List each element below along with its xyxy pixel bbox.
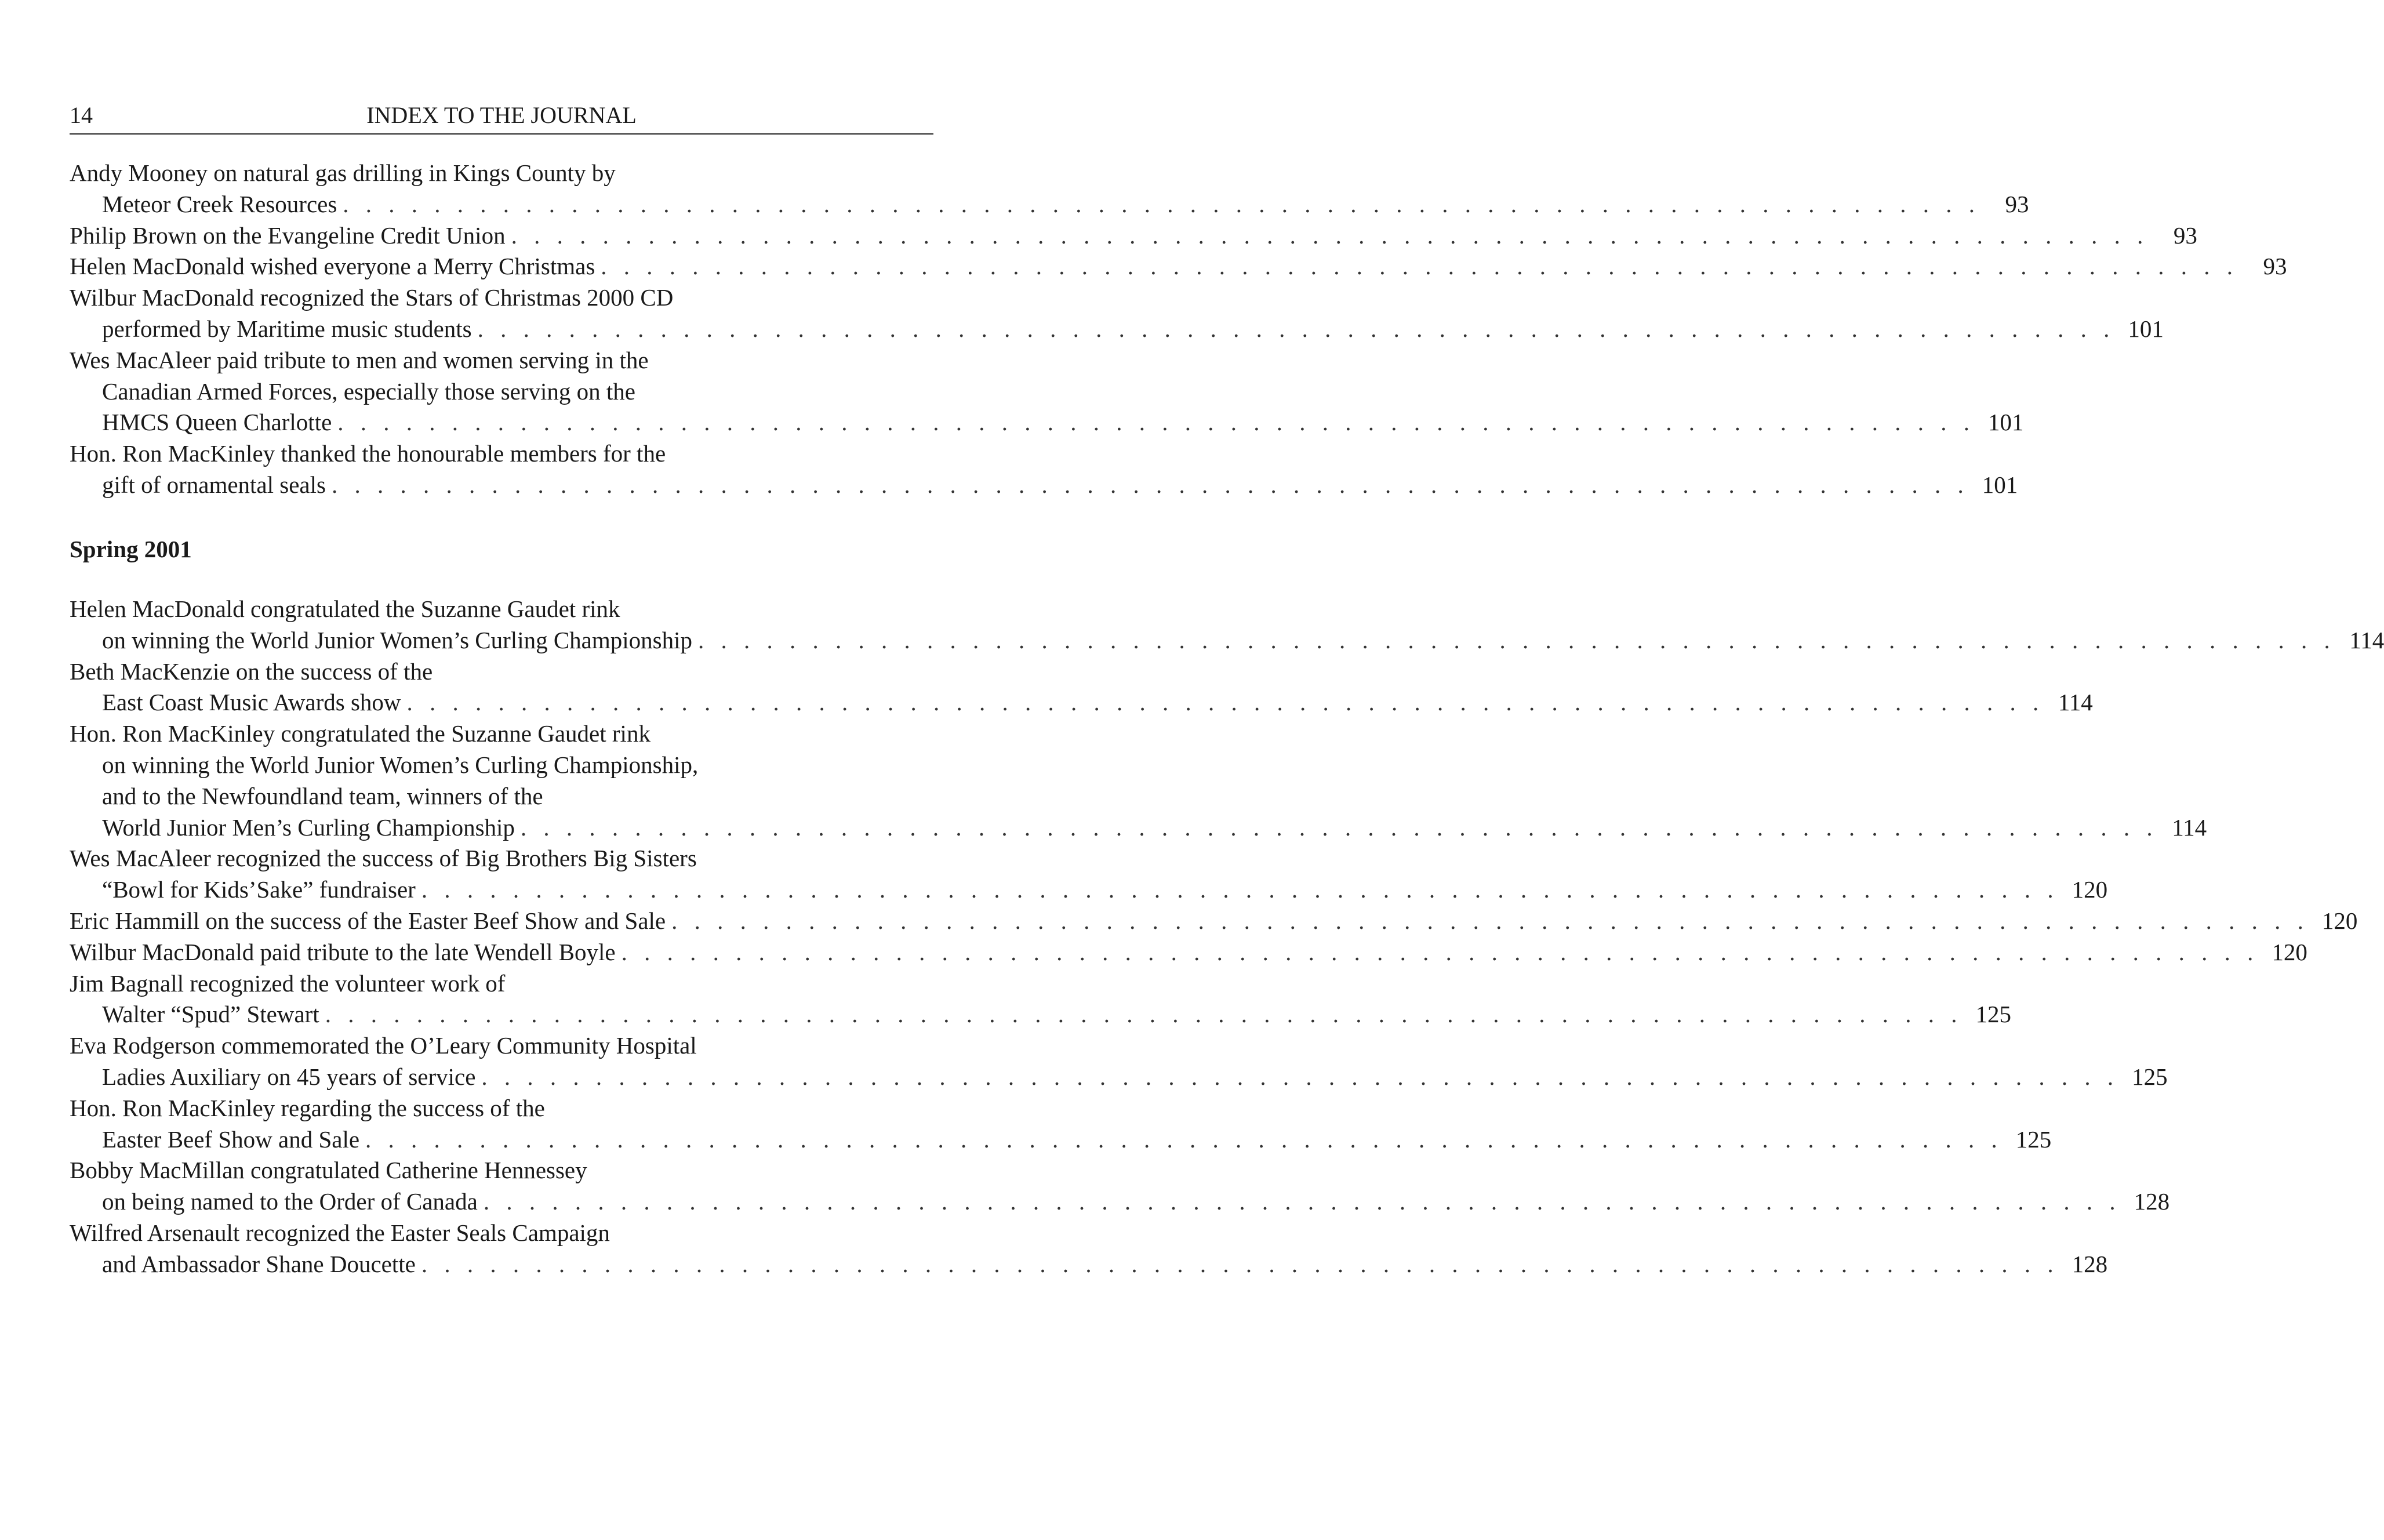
index-entry bbox=[70, 843, 2108, 906]
page-number: 14 bbox=[70, 102, 93, 128]
entry-text: Eva Rodgerson commemorated the O’Leary Community Hospital bbox=[70, 1032, 697, 1059]
dot-leader: . . . . . . . . . . . . . . . . . . . . . . . . . . . . . . . . . . . . . . . . . . . . . . . . . . . . . . . . . . . . . . . . . . . . . . . . bbox=[406, 689, 2044, 716]
entry-continuation-line bbox=[70, 750, 933, 781]
entry-text: Philip Brown on the Evangeline Credit Union bbox=[70, 221, 506, 249]
entry-page-number: 93 bbox=[2005, 190, 2029, 217]
entry-text: East Coast Music Awards show bbox=[102, 689, 401, 716]
dot-leader: . . . . . . . . . . . . . . . . . . . . . . . . . . . . . . . . . . . . . . . . . . . . . . . . . . . . . . . . . . . . . . . . . . . . . . . . bbox=[601, 253, 2238, 280]
index-section-continued bbox=[70, 158, 2287, 501]
entry-first-line bbox=[70, 906, 2358, 937]
entry-first-line bbox=[70, 1093, 933, 1124]
entry-continuation-line bbox=[70, 376, 933, 408]
dot-leader: . . . . . . . . . . . . . . . . . . . . . . . . . . . . . . . . . . . . . . . . . . . . . . . . . . . . . . . . . . . . . . . . . . . . . . . . bbox=[477, 315, 2115, 342]
entry-text: Meteor Creek Resources bbox=[102, 190, 337, 217]
index-entry bbox=[70, 220, 2197, 252]
dot-leader: . . . . . . . . . . . . . . . . . . . . . . . . . . . . . . . . . . . . . . . . . . . . . . . . . . . . . . . . . . . . . . . . . . . . . . . . bbox=[511, 221, 2149, 249]
index-entry bbox=[70, 251, 2287, 282]
entry-text: and to the Newfoundland team, winners of the bbox=[102, 782, 543, 809]
entry-page-number: 120 bbox=[2072, 876, 2108, 903]
entry-continuation-line bbox=[70, 314, 2164, 345]
entry-first-line bbox=[70, 158, 933, 189]
index-entry bbox=[70, 1155, 2170, 1218]
index-entry bbox=[70, 656, 2093, 719]
entry-page-number: 120 bbox=[2272, 938, 2307, 965]
entry-text: Wes MacAleer paid tribute to men and women serving in the bbox=[70, 346, 649, 373]
entry-first-line bbox=[70, 1030, 933, 1062]
entry-continuation-line bbox=[70, 470, 2018, 501]
index-entry bbox=[70, 158, 2029, 220]
entry-first-line bbox=[70, 438, 933, 470]
dot-leader: . . . . . . . . . . . . . . . . . . . . . . . . . . . . . . . . . . . . . . . . . . . . . . . . . . . . . . . . . . . . . . . . . . . . . . . . bbox=[325, 1001, 1963, 1028]
dot-leader: . . . . . . . . . . . . . . . . . . . . . . . . . . . . . . . . . . . . . . . . . . . . . . . . . . . . . . . . . . . . . . . . . . . . . . . . bbox=[343, 190, 1980, 217]
entry-text: on winning the World Junior Women’s Curling Championship bbox=[102, 626, 693, 653]
entry-text: Jim Bagnall recognized the volunteer work of bbox=[70, 969, 506, 997]
entry-text: Walter “Spud” Stewart bbox=[102, 1001, 319, 1028]
dot-leader: . . . . . . . . . . . . . . . . . . . . . . . . . . . . . . . . . . . . . . . . . . . . . . . . . . . . . . . . . . . . . . . . . . . . . . . . bbox=[331, 471, 1969, 498]
entry-continuation-line bbox=[70, 1186, 2170, 1218]
entry-text: Wes MacAleer recognized the success of Big Brothers Big Sisters bbox=[70, 845, 697, 872]
entry-page-number: 125 bbox=[2015, 1125, 2052, 1153]
entry-first-line bbox=[70, 937, 2307, 968]
entry-continuation-line bbox=[70, 625, 2384, 656]
entry-first-line bbox=[70, 843, 933, 874]
dot-leader: . . . . . . . . . . . . . . . . . . . . . . . . . . . . . . . . . . . . . . . . . . . . . . . . . . . . . . . . . . . . . . . . . . . . . . . . bbox=[698, 626, 2336, 653]
entry-text: Canadian Armed Forces, especially those serving on the bbox=[102, 377, 635, 405]
entry-page-number: 120 bbox=[2321, 907, 2358, 934]
dot-leader: . . . . . . . . . . . . . . . . . . . . . . . . . . . . . . . . . . . . . . . . . . . . . . . . . . . . . . . . . . . . . . . . . . . . . . . . bbox=[421, 1250, 2059, 1277]
entry-page-number: 125 bbox=[1975, 1001, 2011, 1028]
entry-page-number: 93 bbox=[2263, 253, 2287, 280]
entry-page-number: 101 bbox=[1982, 471, 2018, 498]
entry-continuation-line bbox=[70, 687, 2093, 718]
dot-leader: . . . . . . . . . . . . . . . . . . . . . . . . . . . . . . . . . . . . . . . . . . . . . . . . . . . . . . . . . . . . . . . . . . . . . . . . bbox=[337, 409, 1975, 436]
index-entry bbox=[70, 594, 2384, 656]
entry-page-number: 128 bbox=[2072, 1250, 2108, 1277]
entry-first-line bbox=[70, 656, 933, 688]
entry-first-line bbox=[70, 594, 933, 625]
dot-leader: . . . . . . . . . . . . . . . . . . . . . . . . . . . . . . . . . . . . . . . . . . . . . . . . . . . . . . . . . . . . . . . . . . . . . . . . bbox=[520, 813, 2158, 841]
entry-continuation-line bbox=[70, 407, 2024, 438]
section-heading-spring-2001: Spring 2001 bbox=[70, 536, 192, 562]
entry-text: Helen MacDonald congratulated the Suzanne Gaudet rink bbox=[70, 595, 620, 622]
entry-text: Wilfred Arsenault recognized the Easter Seals Campaign bbox=[70, 1219, 610, 1246]
entry-continuation-line bbox=[70, 781, 933, 812]
entry-first-line bbox=[70, 718, 933, 750]
entry-text: Andy Mooney on natural gas drilling in Kings County by bbox=[70, 159, 616, 186]
entry-page-number: 114 bbox=[2172, 813, 2207, 841]
index-entry bbox=[70, 1218, 2108, 1280]
entry-text: Helen MacDonald wished everyone a Merry Christmas bbox=[70, 253, 595, 280]
index-entry bbox=[70, 1030, 2168, 1093]
entry-text: Easter Beef Show and Sale bbox=[102, 1125, 360, 1153]
index-entry bbox=[70, 906, 2358, 937]
entry-continuation-line bbox=[70, 874, 2108, 906]
running-title: INDEX TO THE JOURNAL bbox=[366, 102, 637, 128]
entry-text: Wilbur MacDonald recognized the Stars of Christmas 2000 CD bbox=[70, 284, 674, 311]
entry-continuation-line bbox=[70, 189, 2029, 220]
index-entry bbox=[70, 968, 2011, 1031]
entry-continuation-line bbox=[70, 1062, 2168, 1093]
index-entry bbox=[70, 438, 2018, 501]
dot-leader: . . . . . . . . . . . . . . . . . . . . . . . . . . . . . . . . . . . . . . . . . . . . . . . . . . . . . . . . . . . . . . . . . . . . . . . . bbox=[483, 1188, 2121, 1215]
dot-leader: . . . . . . . . . . . . . . . . . . . . . . . . . . . . . . . . . . . . . . . . . . . . . . . . . . . . . . . . . . . . . . . . . . . . . . . . bbox=[671, 907, 2309, 934]
entry-text: on being named to the Order of Canada bbox=[102, 1188, 478, 1215]
entry-first-line bbox=[70, 1218, 933, 1249]
entry-text: World Junior Men’s Curling Championship bbox=[102, 813, 515, 841]
entry-text: Wilbur MacDonald paid tribute to the late Wendell Boyle bbox=[70, 938, 616, 965]
entry-text: Bobby MacMillan congratulated Catherine Hennessey bbox=[70, 1157, 587, 1184]
entry-page-number: 101 bbox=[1988, 409, 2024, 436]
index-entry bbox=[70, 282, 2164, 345]
dot-leader: . . . . . . . . . . . . . . . . . . . . . . . . . . . . . . . . . . . . . . . . . . . . . . . . . . . . . . . . . . . . . . . . . . . . . . . . bbox=[481, 1063, 2119, 1090]
entry-first-line bbox=[70, 968, 933, 1000]
entry-text: “Bowl for Kids’Sake” fundraiser bbox=[102, 876, 416, 903]
entry-continuation-line bbox=[70, 1249, 2108, 1280]
entry-first-line bbox=[70, 251, 2287, 282]
entry-page-number: 114 bbox=[2349, 626, 2384, 653]
index-entry bbox=[70, 937, 2307, 968]
dot-leader: . . . . . . . . . . . . . . . . . . . . . . . . . . . . . . . . . . . . . . . . . . . . . . . . . . . . . . . . . . . . . . . . . . . . . . . . bbox=[421, 876, 2059, 903]
index-entry bbox=[70, 345, 2024, 438]
entry-text: Eric Hammill on the success of the Easter Beef Show and Sale bbox=[70, 907, 666, 934]
entry-text: Hon. Ron MacKinley regarding the success of the bbox=[70, 1094, 545, 1121]
entry-text: and Ambassador Shane Doucette bbox=[102, 1250, 416, 1277]
entry-text: Beth MacKenzie on the success of the bbox=[70, 658, 433, 685]
entry-text: Hon. Ron MacKinley thanked the honourable members for the bbox=[70, 440, 666, 467]
dot-leader: . . . . . . . . . . . . . . . . . . . . . . . . . . . . . . . . . . . . . . . . . . . . . . . . . . . . . . . . . . . . . . . . . . . . . . . . bbox=[621, 938, 2259, 965]
entry-text: performed by Maritime music students bbox=[102, 315, 472, 342]
entry-page-number: 128 bbox=[2134, 1188, 2170, 1215]
dot-leader: . . . . . . . . . . . . . . . . . . . . . . . . . . . . . . . . . . . . . . . . . . . . . . . . . . . . . . . . . . . . . . . . . . . . . . . . bbox=[365, 1125, 2003, 1153]
index-page bbox=[70, 0, 2384, 1540]
entry-first-line bbox=[70, 282, 933, 314]
entry-continuation-line bbox=[70, 812, 2207, 844]
entry-first-line bbox=[70, 345, 933, 376]
index-section-spring-2001 bbox=[70, 594, 2384, 1280]
entry-text: on winning the World Junior Women’s Curling Championship, bbox=[102, 751, 699, 778]
index-entry bbox=[70, 1093, 2052, 1156]
entry-page-number: 125 bbox=[2132, 1063, 2168, 1090]
entry-text: gift of ornamental seals bbox=[102, 471, 326, 498]
running-header bbox=[70, 97, 933, 135]
entry-continuation-line bbox=[70, 999, 2011, 1030]
entry-page-number: 114 bbox=[2058, 689, 2093, 716]
entry-text: HMCS Queen Charlotte bbox=[102, 409, 332, 436]
entry-continuation-line bbox=[70, 1124, 2052, 1156]
index-entry bbox=[70, 718, 2207, 843]
entry-text: Hon. Ron MacKinley congratulated the Suzanne Gaudet rink bbox=[70, 720, 650, 747]
entry-first-line bbox=[70, 1155, 933, 1186]
entry-first-line bbox=[70, 220, 2197, 252]
entry-page-number: 93 bbox=[2173, 221, 2197, 249]
entry-text: Ladies Auxiliary on 45 years of service bbox=[102, 1063, 476, 1090]
entry-page-number: 101 bbox=[2128, 315, 2164, 342]
